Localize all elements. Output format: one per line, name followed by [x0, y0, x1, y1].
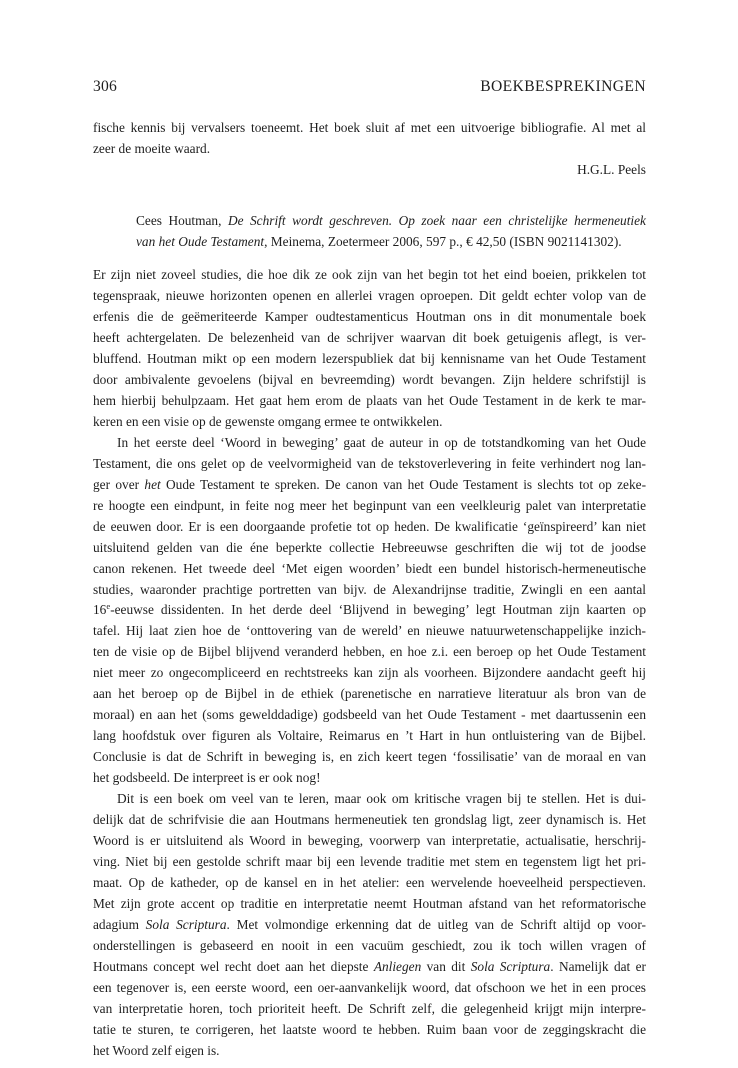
running-header	[93, 78, 646, 100]
body-line: re hoogte een eindpunt, in feite nog meer het beginpunt van een veelkleurig palet van interpretatie	[93, 497, 646, 513]
body-line: door ambivalente gevoelens (bijval en bevreemding) wordt bevangen. Zijn heldere schrifstijl is	[93, 371, 646, 387]
body-line: een tegenover is, een eerste woord, een oer-aanvankelijk woord, dat ofschoon we het in een proces	[93, 980, 646, 996]
body-line: heeft achtergelaten. De belezenheid van de schrijver waarvan dit boek getuigenis aflegt, is ver-	[93, 329, 646, 345]
body-line: delijk dat de schrifvisie die aan Houtmans hermeneutiek ten grondslag ligt, zeer dynamisch is. Het	[93, 812, 646, 828]
body-line: studies, waaronder prachtige portretten van bijv. de Alexandrijnse traditie, Zwingli en een aantal	[93, 581, 646, 597]
body-line: Houtmans concept wel recht doet aan het diepste Anliegen van dit Sola Scriptura. Namelijk dat er	[93, 959, 646, 975]
body-line: ger over het Oude Testament te spreken. De canon van het Oude Testament is slechts tot op zeke-	[93, 476, 647, 492]
body-line: bluffend. Houtman mikt op een modern lezerspubliek dat bij kennisname van het Oude Testament	[93, 350, 646, 366]
body-line: Er zijn niet zoveel studies, die hoe dik ze ook zijn van het begin tot het eind boeien, prikkelen tot	[93, 266, 646, 282]
reviewer-signature: H.G.L. Peels	[577, 161, 646, 177]
body-line: Conclusie is dat de Schrift in beweging is, en zich keert tegen ‘fossilisatie’ van de moraal en van	[93, 749, 646, 765]
body-line: adagium Sola Scriptura. Met volmondige erkenning dat de uitleg van de Schrift altijd op voor-	[93, 917, 646, 933]
body-line: canon rekenen. Het tweede deel ‘Met eigen woorden’ biedt een bundel historisch-hermeneutische	[93, 560, 646, 576]
body-line: ten de visie op de Bijbel blijvend veranderd hebben, en hoe z.i. een beroep op het Oude Testament	[93, 644, 646, 660]
body-line: het godsbeeld. De interpreet is er ook nog!	[93, 770, 321, 786]
body-line: fische kennis bij vervalsers toeneemt. Het boek sluit af met een uitvoerige bibliografie. Al met al	[93, 120, 646, 135]
body-line: zeer de moeite waard.	[93, 140, 211, 156]
body-line: ving. Niet bij een gestolde schrift maar bij een levende traditie met stem en tegenstem ligt het pri-	[93, 854, 646, 870]
body-line: het Woord zelf eigen is.	[93, 1043, 220, 1058]
page-number: 306	[93, 78, 117, 95]
body-line: Met zijn grote accent op traditie en interpretatie neemt Houtman afstand van het reformatorische	[93, 896, 646, 912]
body-line: In het eerste deel ‘Woord in beweging’ gaat de auteur in op de totstandkoming van het Oude	[117, 434, 646, 450]
body-line: Dit is een boek om veel van te leren, maar ook om kritische vragen bij te stellen. Het is dui-	[117, 791, 646, 807]
body-line: 16e-eeuwse dissidenten. In het derde deel ‘Blijvend in beweging’ legt Houtman zijn kaarten op	[93, 601, 646, 618]
body-line: maat. Op de katheder, op de kansel en in het atelier: een wervelende hoeveelheid perspectieven.	[93, 875, 646, 891]
body-line: onderstellingen is gebaseerd en nooit in een vacuüm geschiedt, zou ik toch willen vragen of	[93, 938, 646, 954]
body-line: de eeuwen door. Er is een doorgaande profetie tot op heden. De kwalificatie ‘geïnspireerd’ kan niet	[93, 518, 646, 534]
body-line: tafel. Hij laat zien hoe de ‘onttovering van de wereld’ en nieuwe natuurwetenschappelijke inzich-	[93, 623, 646, 639]
body-line: moraal) en aan het (soms gewelddadige) godsbeeld van het Oude Testament - met daartussenin een	[93, 707, 646, 723]
body-line: niet meer zo ongecompliceerd en rechtstreeks kan zijn als voorheen. Bijzondere aandacht geeft hij	[93, 665, 646, 681]
body-line: van interpretatie horen, toch prioriteit heeft. De Schrift zelf, die gelegenheid krijgt mijn interpre-	[93, 1001, 646, 1017]
body-line: Woord is er uitsluitend als Woord in beweging, voorwerp van interpretatie, actualisatie, herschrij-	[93, 833, 646, 849]
body-line: lang hoofdstuk over figuren als Voltaire, Reimarus en ’t Hart in hun ontluistering van de Bijbel.	[93, 728, 646, 744]
body-line: erfenis die de geëmeriteerde Kamper oudtestamenticus Houtman ons in dit monumentale boek	[93, 308, 646, 324]
body-line: keren en een visie op de gewenste omgang ermee te ontwikkelen.	[93, 413, 443, 429]
book-reference-line: van het Oude Testament, Meinema, Zoetermeer 2006, 597 p., € 42,50 (ISBN 9021141302).	[136, 234, 622, 250]
body-line: Testament, die ons gelet op de veelvormigheid van de tekstoverlevering in feite verhindert nog lan-	[93, 455, 646, 471]
running-title: BOEKBESPREKINGEN	[480, 78, 646, 95]
body-line: aan het beroep op de Bijbel in de ethiek (parenetische en narratieve literatuur als bron van de	[93, 686, 646, 702]
book-reference-line: Cees Houtman, De Schrift wordt geschreven. Op zoek naar een christelijke hermeneutiek	[136, 213, 646, 229]
body-line: hem hierbij behulpzaam. Het gaat hem erom de plaats van het Oude Testament in de kerk te mar-	[93, 392, 646, 408]
body-line: tegenspraak, nieuwe horizonten openen en allerlei vragen oproepen. Dit geldt echter volop van de	[93, 287, 646, 303]
body-line: uitsluitend gelden van die éne beperkte collectie Hebreeuwse geschriften die wij tot de joodse	[93, 539, 646, 555]
body-line: tatie te sturen, te corrigeren, het laatste woord te hebben. Ruim baan voor de zeggingskracht die	[93, 1022, 646, 1038]
